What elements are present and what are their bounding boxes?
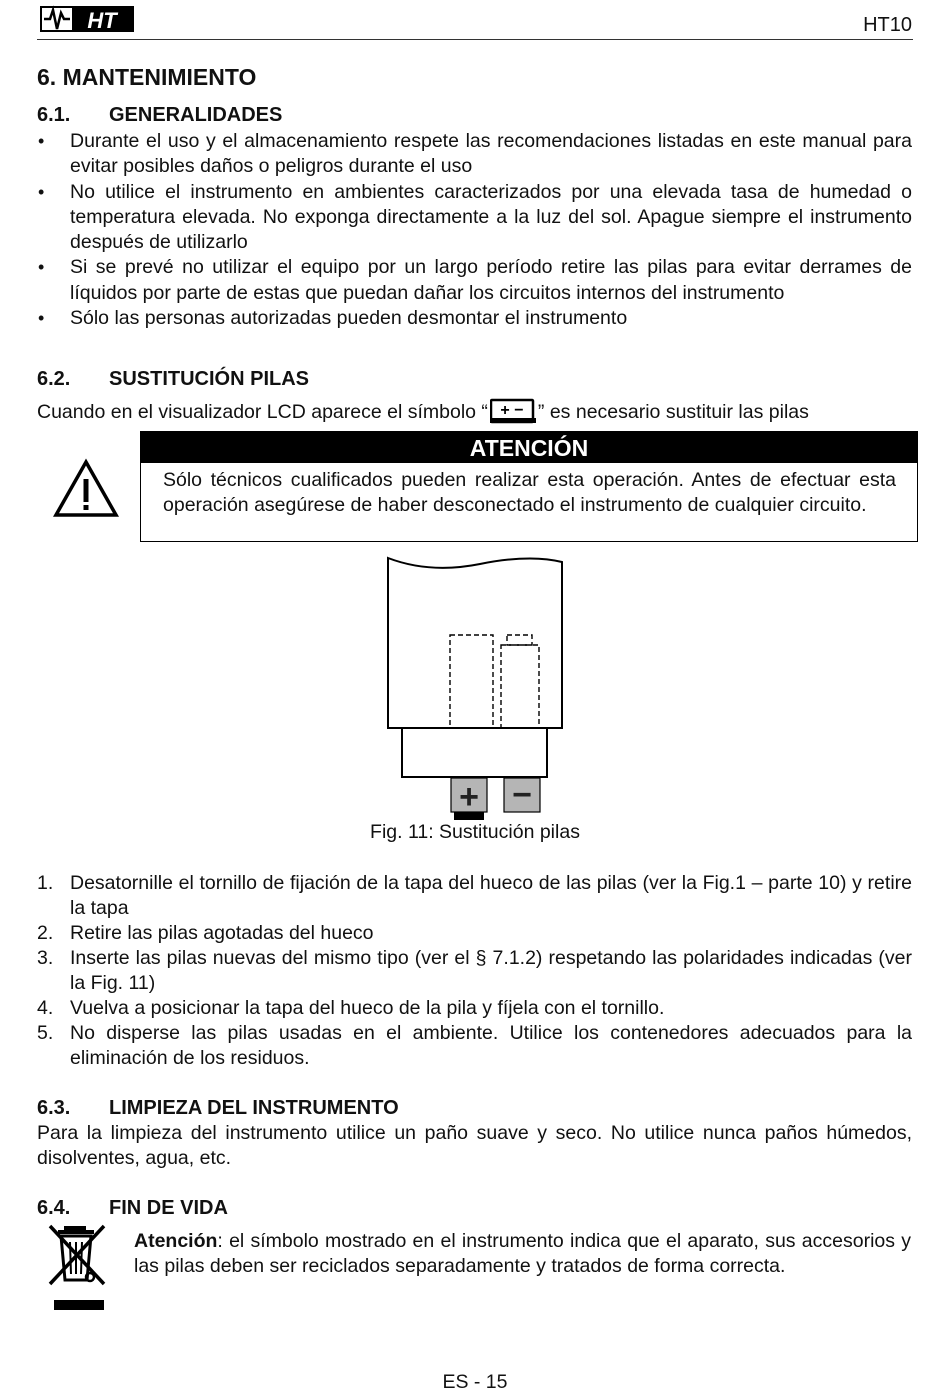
section-6-1-heading: 6.1. GENERALIDADES [37, 104, 283, 126]
weee-bin-icon [46, 1220, 112, 1314]
bullet-item: • Durante el uso y el almacenamiento respete las recomendaciones listadas en este manual para evitar posibles daños o peligros durante el uso [37, 129, 912, 180]
step-item: 3. Inserte las pilas nuevas del mismo tipo (ver el § 7.1.2) respetando las polaridades indicadas (ver la Fig. 11) [37, 947, 912, 994]
step-item: 5. No disperse las pilas usadas en el ambiente. Utilice los contenedores adecuados para la eliminación de los residuos. [37, 1022, 912, 1069]
step-item: 2. Retire las pilas agotadas del hueco [37, 922, 374, 944]
replacement-steps [37, 871, 912, 1071]
figure-caption: Fig. 11: Sustitución pilas [370, 821, 580, 843]
plus-terminal-label: + [459, 778, 479, 816]
chapter-title: 6. MANTENIMIENTO [37, 64, 257, 90]
warning-triangle-icon [53, 458, 119, 518]
section-6-3-heading: 6.3. LIMPIEZA DEL INSTRUMENTO [37, 1097, 399, 1119]
cleaning-text: Para la limpieza del instrumento utilice un paño suave y seco. No utilice nunca paños húmedos, disolventes, agua, etc. [37, 1122, 912, 1169]
battery-low-icon [490, 398, 536, 424]
bullet-item: • Sólo las personas autorizadas pueden desmontar el instrumento [37, 306, 912, 331]
minus-terminal-label: − [512, 776, 532, 814]
warning-title: ATENCIÓN [141, 432, 917, 463]
bullet-item: • Si se prevé no utilizar el equipo por un largo período retire las pilas para evitar derrames de líquidos por parte de estas que puedan dañar los circuitos internos del instrumento [37, 255, 912, 306]
section-6-4-heading: 6.4. FIN DE VIDA [37, 1197, 228, 1219]
section-6-2-heading: 6.2. SUSTITUCIÓN PILAS [37, 368, 310, 390]
model-name: HT10 [863, 14, 912, 36]
bullet-item: • No utilice el instrumento en ambientes caracterizados por una elevada tasa de humedad o temperatura elevada. No exponga directamente a la luz del sol. Apague siempre el instrumento después de utilizarlo [37, 180, 912, 256]
general-bullets [37, 129, 912, 331]
brand-text: HT [87, 8, 117, 33]
step-item: 1. Desatornille el tornillo de fijación de la tapa del hueco de las pilas (ver la Fig.1 – parte 10) y retire la tapa [37, 872, 912, 919]
end-of-life-text: Atención: el símbolo mostrado en el instrumento indica que el aparato, sus accesorios y las pilas deben ser reciclados separadamente y tratados de forma correcta. [134, 1230, 911, 1277]
ht-logo [40, 4, 136, 34]
warning-box [140, 431, 918, 542]
battery-compartment-figure [380, 552, 570, 820]
battery-intro: Cuando en el visualizador LCD aparece el símbolo “ + − ” es necesario sustituir las pilas [37, 398, 917, 424]
svg-text:+ −: + − [500, 402, 524, 419]
warning-text: Sólo técnicos cualificados pueden realizar esta operación. Antes de efectuar esta operación asegúrese de haber desconectado el instrumento de cualquier circuito. [163, 469, 896, 516]
step-item: 4. Vuelva a posicionar la tapa del hueco de la pila y fíjela con el tornillo. [37, 997, 665, 1019]
header-divider [37, 39, 913, 40]
page-number: ES - 15 [442, 1371, 508, 1393]
